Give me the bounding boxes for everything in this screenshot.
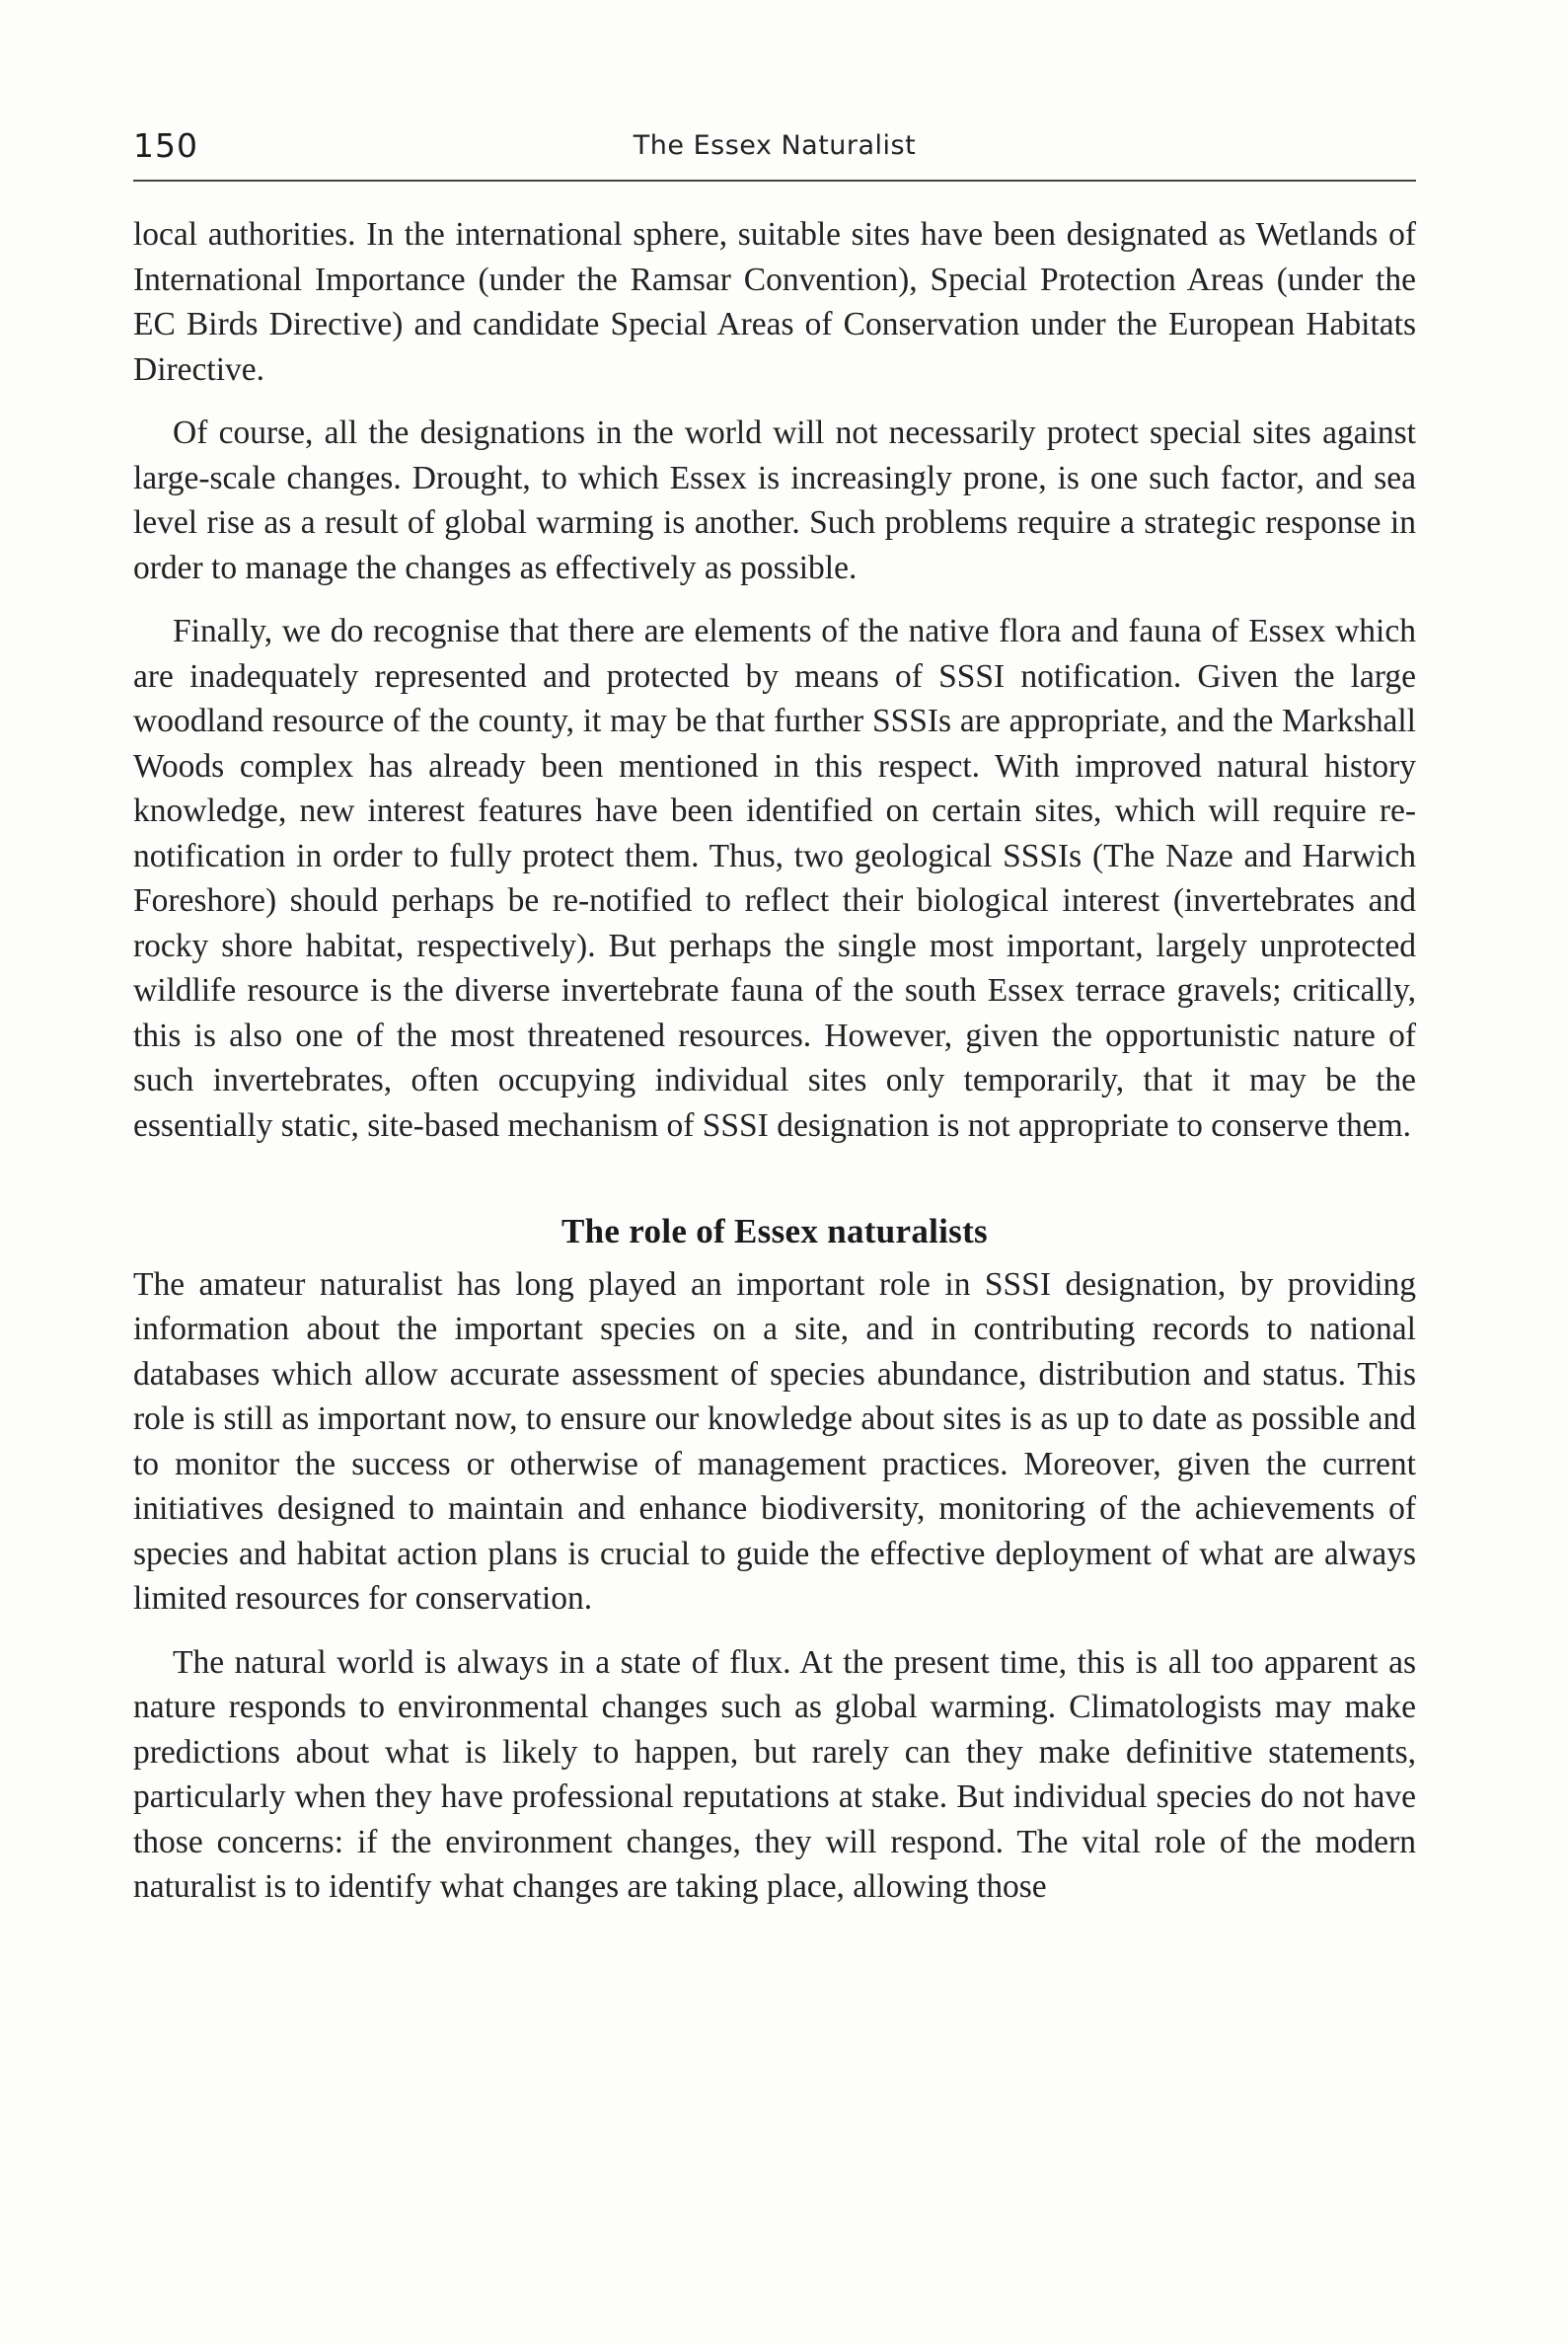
paragraph: local authorities. In the international sphere, suitable sites have been designated as Wetlands of International Importance (under the Ramsar Convention), Special Protection Areas (under the EC Birds Directive) and candidate Special Areas of Conservation under the European Habitats Directive. (133, 216, 1416, 388)
section-heading: The role of Essex naturalists (561, 1212, 988, 1250)
paragraph: The amateur naturalist has long played an important role in SSSI designation, by providing information about the important species on a site, and in contributing records to national databases which allow accurate assessment of species abundance, distribution and status. This role is still as important now, to ensure our knowledge about sites is as up to date as possible and to monitor the success or otherwise of management practices. Moreover, given the current initiatives designed to maintain and enhance biodiversity, monitoring of the achievements of species and habitat action plans is crucial to guide the effective deployment of what are always limited resources for conservation. (133, 1265, 1416, 1617)
paragraph: Finally, we do recognise that there are elements of the native flora and fauna of Essex which are inadequately represented and protected by means of SSSI notification. Given the large woodland resource of the county, it may be that further SSSIs are appropriate, and the Markshall Woods complex has already been mentioned in this respect. With improved natural history knowledge, new interest features have been identified on certain sites, which will require re-notification in order to fully protect them. Thus, two geological SSSIs (The Naze and Harwich Foreshore) should perhaps be re-notified to reflect their biological interest (invertebrates and rocky shore habitat, respectively). But perhaps the single most important, largely unprotected wildlife resource is the diverse invertebrate fauna of the south Essex terrace gravels; critically, this is also one of the most threatened resources. However, given the opportunistic nature of such invertebrates, often occupying individual sites only temporarily, that it may be the essentially static, site-based mechanism of SSSI designation is not appropriate to conserve them. (133, 613, 1416, 1144)
page-number: 150 (133, 126, 198, 165)
body-text (133, 212, 1416, 1928)
running-title: The Essex Naturalist (633, 130, 917, 161)
page-header (133, 126, 1416, 182)
paragraph: The natural world is always in a state of flux. At the present time, this is all too apparent as nature responds to environmental changes such as global warming. Climatologists may make predictions about what is likely to happen, but rarely can they make definitive statements, particularly when they have professional reputations at stake. But individual species do not have those concerns: if the environment changes, they will respond. The vital role of the modern naturalist is to identify what changes are taking place, allowing those (133, 1643, 1416, 1905)
paragraph: Of course, all the designations in the world will not necessarily protect special sites against large-scale changes. Drought, to which Essex is increasingly prone, is one such factor, and sea level rise as a result of global warming is another. Such problems require a strategic response in order to manage the changes as effectively as possible. (133, 415, 1416, 586)
